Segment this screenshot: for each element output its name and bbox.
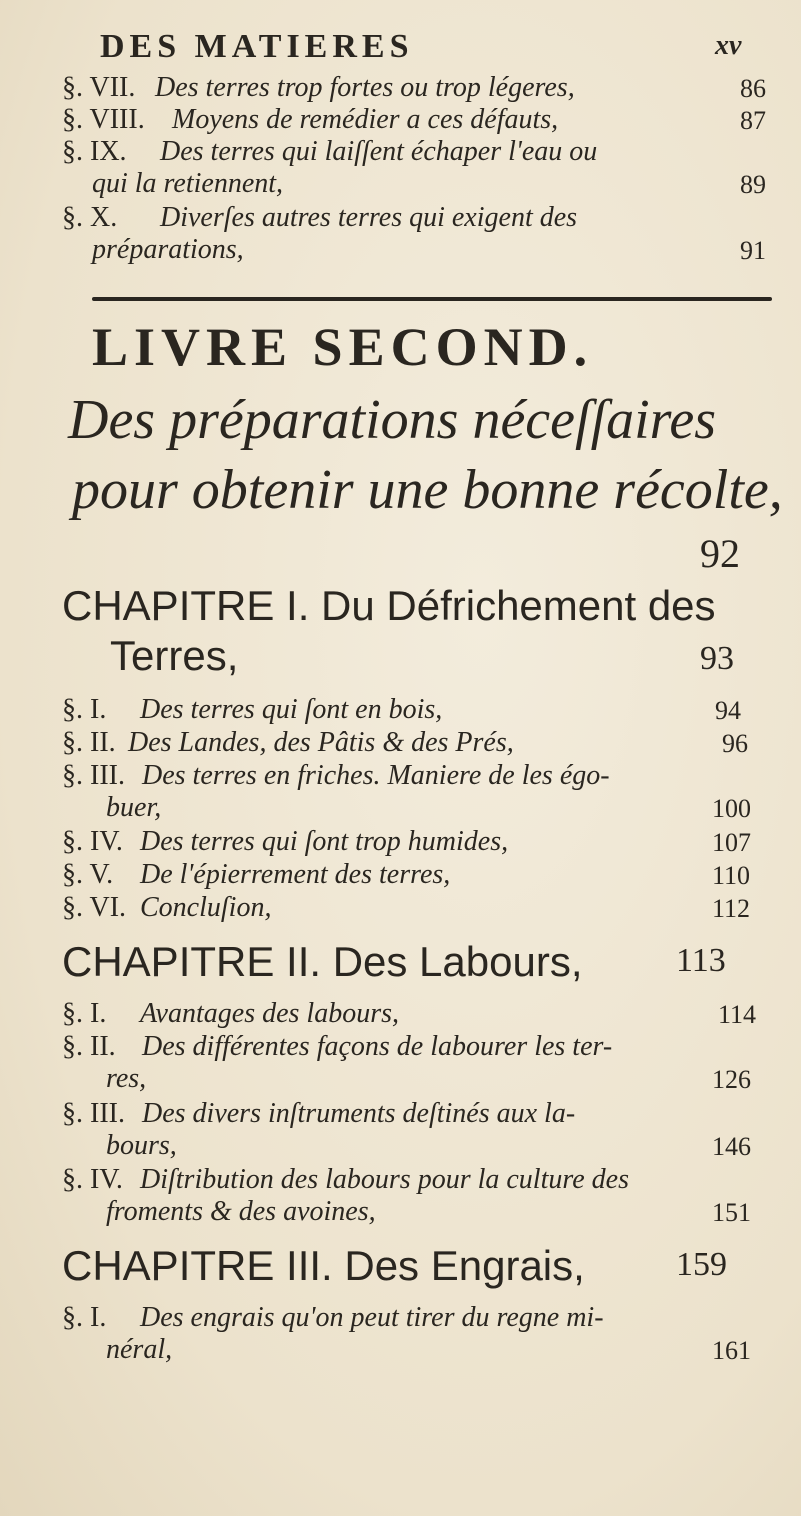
entry-page: 151 (712, 1198, 751, 1227)
chapter-heading: CHAPITRE II. Des Labours, (62, 938, 583, 985)
entry-text: Des divers inſtruments deſtinés aux la- (142, 1098, 576, 1129)
entry-text: Des terres trop fortes ou trop légeres, (155, 72, 575, 103)
entry-page: 96 (722, 729, 748, 758)
entry-page: 91 (740, 236, 766, 265)
book-heading: LIVRE SECOND. (92, 317, 594, 377)
entry-page: 161 (712, 1336, 751, 1365)
entry-mark: §. V. (62, 859, 114, 890)
book-subtitle-cont: pour obtenir une bonne récolte, (72, 459, 783, 521)
book-subtitle: Des préparations néceſſaires (68, 389, 717, 451)
chapter-page: 159 (676, 1246, 727, 1283)
entry-page: 107 (712, 828, 751, 857)
entry-text: Des engrais qu'on peut tirer du regne mi- (140, 1302, 604, 1333)
entry-mark: §. II. (62, 1031, 116, 1062)
entry-text-cont: res, (106, 1063, 147, 1094)
chapter-heading-cont: Terres, (110, 632, 239, 679)
entry-text: Des différentes façons de labourer les ter- (142, 1031, 613, 1062)
entry-text: Des Landes, des Pâtis & des Prés, (128, 727, 514, 758)
entry-mark: §. II. (62, 727, 116, 758)
entry-mark: §. I. (62, 1302, 107, 1333)
entry-page: 89 (740, 170, 766, 199)
chapter-page: 93 (700, 640, 734, 677)
entry-text: De l'épierrement des terres, (140, 859, 451, 890)
chapter-page: 113 (676, 942, 726, 979)
entry-mark: §. X. (62, 202, 118, 233)
entry-page: 110 (712, 861, 751, 890)
entry-mark: §. III. (62, 760, 125, 791)
entry-text: Diſtribution des labours pour la culture des (140, 1164, 629, 1195)
entry-mark: §. III. (62, 1098, 125, 1129)
entry-text: Des terres qui ſont en bois, (140, 694, 443, 725)
entry-mark: §. IV. (62, 826, 123, 857)
entry-mark: §. I. (62, 694, 107, 725)
entry-text: Avantages des labours, (140, 998, 399, 1029)
section-divider (92, 297, 772, 301)
entry-text-cont: préparations, (92, 234, 244, 265)
entry-text-cont: froments & des avoines, (106, 1196, 376, 1227)
chapter-heading: CHAPITRE I. Du Défrichement des (62, 582, 716, 629)
entry-text: Des terres en friches. Maniere de les égo- (142, 760, 610, 791)
entry-page: 146 (712, 1132, 751, 1161)
entry-text: Moyens de remédier a ces défauts, (172, 104, 559, 135)
entry-text-cont: bours, (106, 1130, 177, 1161)
entry-text-cont: néral, (106, 1334, 173, 1365)
entry-text: Concluſion, (140, 892, 272, 923)
entry-page: 87 (740, 106, 766, 135)
entry-mark: §. VI. (62, 892, 127, 923)
entry-page: 86 (740, 74, 766, 103)
entry-text: Des terres qui ſont trop humides, (140, 826, 509, 857)
entry-page: 126 (712, 1065, 751, 1094)
entry-mark: §. VIII. (62, 104, 145, 135)
entry-text: Diverſes autres terres qui exigent des (160, 202, 578, 233)
running-title: DES MATIERES (100, 28, 414, 65)
entry-page: 114 (718, 1000, 757, 1029)
book-page-ref: 92 (700, 531, 740, 576)
entry-page: 100 (712, 794, 751, 823)
entry-text: Des terres qui laiſſent échaper l'eau ou (160, 136, 598, 167)
chapter-heading: CHAPITRE III. Des Engrais, (62, 1242, 585, 1289)
entry-text-cont: qui la retiennent, (92, 168, 284, 199)
entry-mark: §. I. (62, 998, 107, 1029)
entry-mark: §. IX. (62, 136, 127, 167)
entry-text-cont: buer, (106, 792, 162, 823)
entry-page: 112 (712, 894, 751, 923)
folio-number: xv (715, 30, 742, 61)
entry-page: 94 (715, 696, 741, 725)
entry-mark: §. IV. (62, 1164, 123, 1195)
entry-mark: §. VII. (62, 72, 136, 103)
